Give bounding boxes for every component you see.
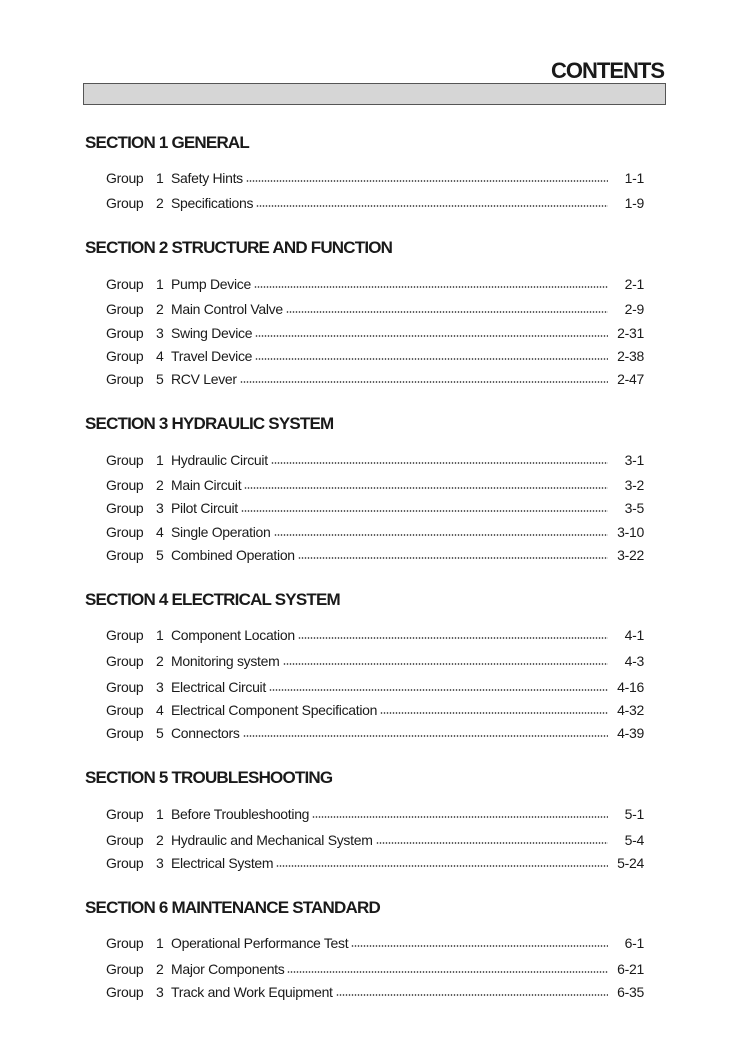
title-bar xyxy=(83,83,666,105)
group-word: Group xyxy=(106,371,144,387)
dot-leader xyxy=(312,816,608,818)
entry-title: Electrical Component Specification xyxy=(171,702,378,718)
section-3-heading: SECTION 3 HYDRAULIC SYSTEM xyxy=(85,414,334,433)
entry-page: 4-1 xyxy=(624,627,644,643)
group-word: Group xyxy=(106,325,144,341)
dot-leader xyxy=(351,945,608,947)
dot-leader xyxy=(255,358,608,360)
section-6-heading: SECTION 6 MAINTENANCE STANDARD xyxy=(85,898,380,917)
entry-page: 3-10 xyxy=(617,524,644,540)
entry-title: Hydraulic Circuit xyxy=(171,452,268,468)
group-word: Group xyxy=(106,627,144,643)
group-number: 1 xyxy=(156,170,164,186)
entry-page: 1-9 xyxy=(624,195,644,211)
toc-entry-3-2[interactable] xyxy=(106,477,644,495)
group-word: Group xyxy=(106,961,144,977)
entry-page: 4-16 xyxy=(617,679,644,695)
dot-leader xyxy=(336,994,608,996)
group-word: Group xyxy=(106,348,144,364)
dot-leader xyxy=(256,205,608,207)
toc-entry-2-4[interactable] xyxy=(106,348,644,366)
toc-entry-1-2[interactable] xyxy=(106,195,644,213)
entry-page: 5-24 xyxy=(617,855,644,871)
group-word: Group xyxy=(106,500,144,516)
dot-leader xyxy=(298,557,608,559)
entry-page: 3-1 xyxy=(624,452,644,468)
group-number: 2 xyxy=(156,477,164,493)
entry-page: 6-1 xyxy=(624,935,644,951)
entry-page: 4-3 xyxy=(624,653,644,669)
group-word: Group xyxy=(106,725,144,741)
dot-leader xyxy=(376,842,608,844)
group-number: 1 xyxy=(156,935,164,951)
toc-entry-1-1[interactable] xyxy=(106,170,644,188)
entry-page: 2-1 xyxy=(624,276,644,292)
group-number: 3 xyxy=(156,679,164,695)
group-number: 1 xyxy=(156,452,164,468)
group-number: 4 xyxy=(156,524,164,540)
group-word: Group xyxy=(106,195,144,211)
section-5-heading: SECTION 5 TROUBLESHOOTING xyxy=(85,768,333,787)
entry-page: 6-21 xyxy=(617,961,644,977)
toc-entry-2-5[interactable] xyxy=(106,371,644,389)
entry-title: Electrical Circuit xyxy=(171,679,266,695)
dot-leader xyxy=(243,735,608,737)
entry-title: Main Control Valve xyxy=(171,301,283,317)
dot-leader xyxy=(271,462,608,464)
entry-page: 3-5 xyxy=(624,500,644,516)
entry-title: Component Location xyxy=(171,627,295,643)
group-word: Group xyxy=(106,170,144,186)
section-2-heading: SECTION 2 STRUCTURE AND FUNCTION xyxy=(85,238,393,257)
dot-leader xyxy=(286,311,608,313)
group-number: 2 xyxy=(156,301,164,317)
entry-title: Operational Performance Test xyxy=(171,935,349,951)
group-number: 3 xyxy=(156,325,164,341)
toc-entry-2-2[interactable] xyxy=(106,301,644,319)
toc-entry-3-3[interactable] xyxy=(106,500,644,518)
group-word: Group xyxy=(106,984,144,1000)
entry-title: Safety Hints xyxy=(171,170,243,186)
entry-page: 6-35 xyxy=(617,984,644,1000)
group-word: Group xyxy=(106,547,144,563)
group-word: Group xyxy=(106,477,144,493)
entry-title: Travel Device xyxy=(171,348,253,364)
group-number: 2 xyxy=(156,653,164,669)
entry-title: Swing Device xyxy=(171,325,253,341)
group-number: 2 xyxy=(156,195,164,211)
entry-title: RCV Lever xyxy=(171,371,237,387)
dot-leader xyxy=(298,637,608,639)
group-number: 2 xyxy=(156,961,164,977)
dot-leader xyxy=(241,510,608,512)
dot-leader xyxy=(274,534,609,536)
section-1-heading: SECTION 1 GENERAL xyxy=(85,133,249,152)
group-word: Group xyxy=(106,524,144,540)
group-word: Group xyxy=(106,301,144,317)
toc-entry-4-3[interactable] xyxy=(106,679,644,697)
group-word: Group xyxy=(106,855,144,871)
group-word: Group xyxy=(106,452,144,468)
entry-title: Major Components xyxy=(171,961,285,977)
toc-entry-4-4[interactable] xyxy=(106,702,644,720)
toc-entry-2-1[interactable] xyxy=(106,276,644,294)
dot-leader xyxy=(246,180,608,182)
entry-title: Single Operation xyxy=(171,524,271,540)
entry-page: 2-9 xyxy=(624,301,644,317)
entry-title: Specifications xyxy=(171,195,254,211)
group-word: Group xyxy=(106,679,144,695)
group-number: 4 xyxy=(156,702,164,718)
entry-page: 3-22 xyxy=(617,547,644,563)
group-number: 3 xyxy=(156,984,164,1000)
toc-entry-4-2[interactable] xyxy=(106,653,644,671)
group-word: Group xyxy=(106,702,144,718)
group-number: 5 xyxy=(156,371,164,387)
toc-entry-2-3[interactable] xyxy=(106,325,644,343)
entry-title: Connectors xyxy=(171,725,240,741)
entry-page: 4-32 xyxy=(617,702,644,718)
toc-entry-3-1[interactable] xyxy=(106,452,644,470)
group-number: 1 xyxy=(156,627,164,643)
page-title: CONTENTS xyxy=(551,58,664,83)
entry-page: 1-1 xyxy=(624,170,644,186)
dot-leader xyxy=(276,865,608,867)
entry-title: Before Troubleshooting xyxy=(171,806,310,822)
entry-page: 4-39 xyxy=(617,725,644,741)
group-number: 1 xyxy=(156,806,164,822)
dot-leader xyxy=(244,487,608,489)
group-number: 4 xyxy=(156,348,164,364)
dot-leader xyxy=(240,381,608,383)
dot-leader xyxy=(283,663,609,665)
toc-entry-3-5[interactable] xyxy=(106,547,644,565)
group-word: Group xyxy=(106,832,144,848)
entry-title: Main Circuit xyxy=(171,477,242,493)
entry-page: 3-2 xyxy=(624,477,644,493)
entry-page: 5-1 xyxy=(624,806,644,822)
group-number: 1 xyxy=(156,276,164,292)
toc-entry-5-1[interactable] xyxy=(106,806,644,824)
entry-page: 2-31 xyxy=(617,325,644,341)
group-word: Group xyxy=(106,806,144,822)
group-word: Group xyxy=(106,653,144,669)
entry-title: Pump Device xyxy=(171,276,251,292)
group-word: Group xyxy=(106,935,144,951)
group-number: 5 xyxy=(156,547,164,563)
toc-entry-5-2[interactable] xyxy=(106,832,644,850)
group-number: 3 xyxy=(156,855,164,871)
entry-page: 2-38 xyxy=(617,348,644,364)
entry-title: Hydraulic and Mechanical System xyxy=(171,832,373,848)
group-number: 5 xyxy=(156,725,164,741)
dot-leader xyxy=(254,286,608,288)
dot-leader xyxy=(380,712,608,714)
group-word: Group xyxy=(106,276,144,292)
group-number: 2 xyxy=(156,832,164,848)
toc-entry-4-5[interactable] xyxy=(106,725,644,743)
group-number: 3 xyxy=(156,500,164,516)
toc-entry-6-3[interactable] xyxy=(106,984,644,1002)
toc-entry-3-4[interactable] xyxy=(106,524,644,542)
toc-entry-6-2[interactable] xyxy=(106,961,644,979)
entry-title: Monitoring system xyxy=(171,653,280,669)
dot-leader xyxy=(255,335,608,337)
entry-title: Pilot Circuit xyxy=(171,500,238,516)
dot-leader xyxy=(287,971,608,973)
toc-entry-6-1[interactable] xyxy=(106,935,644,953)
entry-page: 2-47 xyxy=(617,371,644,387)
entry-title: Electrical System xyxy=(171,855,274,871)
dot-leader xyxy=(269,689,608,691)
section-4-heading: SECTION 4 ELECTRICAL SYSTEM xyxy=(85,590,340,609)
toc-entry-5-3[interactable] xyxy=(106,855,644,873)
entry-title: Combined Operation xyxy=(171,547,295,563)
entry-title: Track and Work Equipment xyxy=(171,984,333,1000)
entry-page: 5-4 xyxy=(624,832,644,848)
toc-entry-4-1[interactable] xyxy=(106,627,644,645)
